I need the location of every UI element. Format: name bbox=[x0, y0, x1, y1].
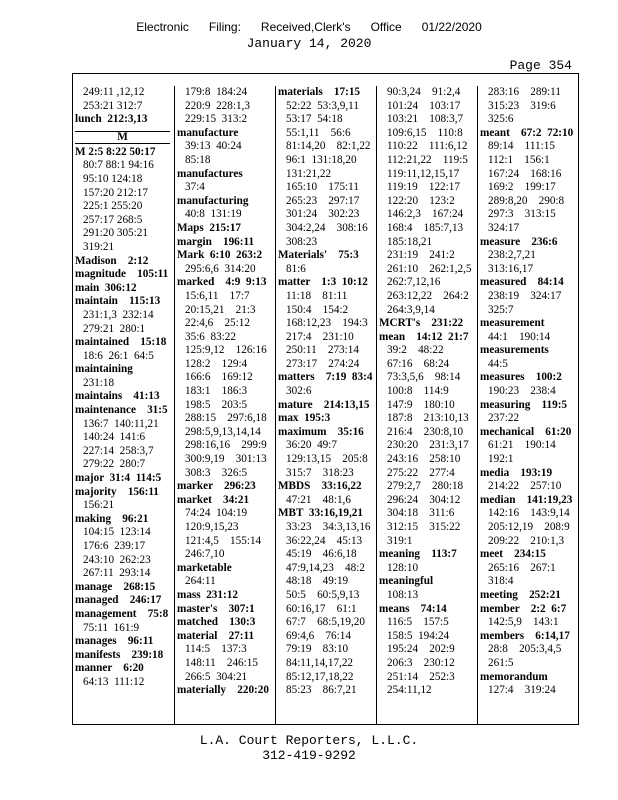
index-reference: 231:19 241:2 bbox=[387, 249, 455, 262]
index-term: measured 84:14 bbox=[480, 276, 564, 289]
index-reference: 44:1 190:14 bbox=[488, 330, 551, 343]
index-reference: 101:24 103:17 bbox=[387, 99, 461, 112]
index-reference: 108:13 bbox=[387, 588, 419, 601]
index-reference: 296:24 304:12 bbox=[387, 493, 461, 506]
index-term: mean 14:12 21:7 bbox=[379, 330, 469, 343]
index-term: meaningful bbox=[379, 575, 434, 588]
index-term: M 2:5 8:22 50:17 bbox=[75, 145, 156, 158]
index-reference: 315:23 319:6 bbox=[488, 99, 556, 112]
index-reference: 147:9 180:10 bbox=[387, 398, 455, 411]
index-reference: 80:7 88:1 94:16 bbox=[83, 159, 154, 172]
index-reference: 79:19 83:10 bbox=[286, 643, 349, 656]
index-reference: 243:16 258:10 bbox=[387, 453, 461, 466]
index-reference: 47:21 48:1,6 bbox=[286, 493, 351, 506]
index-column-1 bbox=[73, 86, 174, 724]
index-term: margin 196:11 bbox=[177, 235, 255, 248]
index-column-4 bbox=[376, 86, 477, 724]
index-reference: 297:3 313:15 bbox=[488, 208, 556, 221]
index-reference: 89:14 111:15 bbox=[488, 140, 555, 153]
index-reference: 131:21,22 bbox=[286, 167, 332, 180]
index-reference: 140:24 141:6 bbox=[83, 431, 146, 444]
index-reference: 279:22 280:7 bbox=[83, 458, 146, 471]
index-reference: 45:19 46:6,18 bbox=[286, 548, 357, 561]
index-term: marker 296:23 bbox=[177, 480, 256, 493]
index-term: mass 231:12 bbox=[177, 588, 238, 601]
footer-firm: L.A. Court Reporters, L.L.C. bbox=[199, 733, 419, 748]
index-term: maintained 15:18 bbox=[75, 336, 167, 349]
index-reference: 308:3 326:5 bbox=[185, 466, 248, 479]
index-reference: 100:8 114:9 bbox=[387, 385, 449, 398]
index-reference: 11:18 81:11 bbox=[286, 289, 348, 302]
index-term: major 31:4 114:5 bbox=[75, 472, 162, 485]
word-index-box bbox=[72, 73, 579, 725]
footer-phone: 312-419-9292 bbox=[262, 748, 356, 763]
index-term: materially 220:20 bbox=[177, 684, 269, 697]
index-reference: 74:24 104:19 bbox=[185, 507, 248, 520]
index-reference: 295:6,6 314:20 bbox=[185, 262, 256, 275]
index-term: meaning 113:7 bbox=[379, 548, 457, 561]
index-reference: 69:4,6 76:14 bbox=[286, 629, 351, 642]
index-reference: 257:17 268:5 bbox=[83, 213, 143, 226]
transcript-date: January 14, 2020 bbox=[246, 36, 372, 51]
index-term: magnitude 105:11 bbox=[75, 268, 169, 281]
index-term: measure 236:6 bbox=[480, 235, 558, 248]
index-reference: 142:16 143:9,14 bbox=[488, 507, 570, 520]
index-term: MBDS 33:16,22 bbox=[278, 480, 362, 493]
index-reference: 84:11,14,17,22 bbox=[286, 656, 354, 669]
index-term: majority 156:11 bbox=[75, 485, 159, 498]
index-reference: 112:21,22 119:5 bbox=[387, 153, 468, 166]
index-term: MBT 33:16,19,21 bbox=[278, 507, 363, 520]
index-reference: 18:6 26:1 64:5 bbox=[83, 349, 154, 362]
index-reference: 146:2,3 167:24 bbox=[387, 208, 464, 221]
index-term: members 6:14,17 bbox=[480, 629, 570, 642]
index-reference: 52:22 53:3,9,11 bbox=[286, 99, 359, 112]
index-term: material 27:11 bbox=[177, 629, 255, 642]
index-term: master's 307:1 bbox=[177, 602, 255, 615]
index-reference: 104:15 123:14 bbox=[83, 526, 151, 539]
index-reference: 85:23 86:7,21 bbox=[286, 684, 357, 697]
index-term: managed 246:17 bbox=[75, 594, 162, 607]
index-reference: 81:6 bbox=[286, 262, 306, 275]
index-reference: 129:13,15 205:8 bbox=[286, 453, 368, 466]
index-reference: 61:21 190:14 bbox=[488, 439, 556, 452]
index-reference: 85:12,17,18,22 bbox=[286, 670, 354, 683]
filing-stamp bbox=[0, 20, 618, 34]
index-reference: 263:12,22 264:2 bbox=[387, 289, 469, 302]
index-reference: 308:23 bbox=[286, 235, 318, 248]
index-reference: 231:1,3 232:14 bbox=[83, 308, 154, 321]
index-column-2 bbox=[174, 86, 275, 724]
index-reference: 302:6 bbox=[286, 385, 312, 398]
index-reference: 238:2,7,21 bbox=[488, 249, 536, 262]
index-reference: 37:4 bbox=[185, 181, 205, 194]
index-term: maintains 41:13 bbox=[75, 390, 160, 403]
index-reference: 298:5,9,13,14,14 bbox=[185, 425, 261, 438]
index-term: memorandum bbox=[480, 670, 548, 683]
index-reference: 319:21 bbox=[83, 240, 115, 253]
index-reference: 279:2,7 280:18 bbox=[387, 480, 464, 493]
index-reference: 325:7 bbox=[488, 303, 514, 316]
index-reference: 187:8 213:10,13 bbox=[387, 412, 469, 425]
index-reference: 261:10 262:1,2,5 bbox=[387, 262, 472, 275]
index-reference: 116:5 157:5 bbox=[387, 616, 449, 629]
index-reference: 95:10 124:18 bbox=[83, 172, 143, 185]
index-reference: 44:5 bbox=[488, 357, 508, 370]
index-term: measurement bbox=[480, 317, 545, 330]
index-term: Materials' 75:3 bbox=[278, 249, 359, 262]
index-reference: 301:24 302:23 bbox=[286, 208, 360, 221]
index-reference: 238:19 324:17 bbox=[488, 289, 562, 302]
index-reference: 67:16 68:24 bbox=[387, 357, 450, 370]
index-term: meet 234:15 bbox=[480, 548, 546, 561]
index-reference: 176:6 239:17 bbox=[83, 540, 146, 552]
index-reference: 36:22,24 45:13 bbox=[286, 534, 363, 547]
index-reference: 325:6 bbox=[488, 113, 514, 126]
index-term: maintain 115:13 bbox=[75, 295, 161, 308]
index-term: member 2:2 6:7 bbox=[480, 602, 567, 615]
index-column-5 bbox=[477, 86, 578, 724]
index-reference: 216:4 230:8,10 bbox=[387, 425, 464, 438]
filing-stamp-part: 01/22/2020 bbox=[421, 20, 482, 34]
index-term: manifests 239:18 bbox=[75, 648, 164, 661]
index-reference: 283:16 289:11 bbox=[488, 86, 561, 98]
index-column-3 bbox=[275, 86, 376, 724]
index-reference: 225:1 255:20 bbox=[83, 200, 143, 213]
index-reference: 168:12,23 194:3 bbox=[286, 317, 368, 330]
index-reference: 103:21 108:3,7 bbox=[387, 113, 464, 126]
index-reference: 96:1 131:18,20 bbox=[286, 153, 357, 166]
index-term: manufacture bbox=[177, 126, 239, 139]
index-reference: 119:11,12,15,17 bbox=[387, 167, 460, 180]
index-term: maximum 35:16 bbox=[278, 425, 364, 438]
index-reference: 48:18 49:19 bbox=[286, 575, 349, 588]
index-term: MCRT's 231:22 bbox=[379, 317, 464, 330]
index-term: measurements bbox=[480, 344, 549, 357]
index-term: means 74:14 bbox=[379, 602, 447, 615]
index-reference: 265:23 297:17 bbox=[286, 194, 360, 207]
index-reference: 192:1 bbox=[488, 453, 514, 466]
index-reference: 110:22 111:6,12 bbox=[387, 140, 468, 153]
index-reference: 231:18 bbox=[83, 376, 115, 389]
index-term: measures 100:2 bbox=[480, 371, 562, 384]
index-reference: 300:9,19 301:13 bbox=[185, 453, 267, 466]
index-reference: 217:4 231:10 bbox=[286, 330, 354, 343]
index-reference: 265:16 267:1 bbox=[488, 561, 556, 574]
index-reference: 64:13 111:12 bbox=[83, 675, 145, 688]
index-reference: 275:22 277:4 bbox=[387, 466, 455, 479]
index-reference: 298:16,16 299:9 bbox=[185, 439, 267, 452]
index-reference: 273:17 274:24 bbox=[286, 357, 360, 370]
index-reference: 249:11 ,12,12 bbox=[83, 86, 145, 98]
index-reference: 142:5,9 143:1 bbox=[488, 616, 559, 629]
index-term: manufacturing bbox=[177, 194, 249, 207]
index-reference: 156:21 bbox=[83, 499, 115, 512]
index-reference: 112:1 156:1 bbox=[488, 153, 550, 166]
index-reference: 168:4 185:7,13 bbox=[387, 221, 464, 234]
index-reference: 127:4 319:24 bbox=[488, 684, 556, 697]
filing-stamp-part: Electronic bbox=[136, 20, 189, 34]
index-reference: 157:20 212:17 bbox=[83, 186, 148, 199]
index-reference: 167:24 168:16 bbox=[488, 167, 562, 180]
index-term: making 96:21 bbox=[75, 512, 149, 525]
index-reference: 315:7 318:23 bbox=[286, 466, 354, 479]
index-reference: 264:11 bbox=[185, 575, 216, 588]
index-reference: 254:11,12 bbox=[387, 684, 432, 697]
index-term: Madison 2:12 bbox=[75, 254, 149, 267]
index-reference: 304:18 311:6 bbox=[387, 507, 455, 520]
index-term: marked 4:9 9:13 bbox=[177, 276, 267, 289]
index-term: Maps 215:17 bbox=[177, 221, 242, 234]
index-term: manage 268:15 bbox=[75, 580, 156, 593]
index-reference: 75:11 161:9 bbox=[83, 621, 140, 634]
index-reference: 128:10 bbox=[387, 561, 419, 574]
index-term: matter 1:3 10:12 bbox=[278, 276, 368, 289]
index-reference: 304:2,24 308:16 bbox=[286, 221, 368, 234]
index-reference: 33:23 34:3,13,16 bbox=[286, 521, 371, 533]
index-term: measuring 119:5 bbox=[480, 398, 568, 411]
index-term: marketable bbox=[177, 561, 232, 574]
index-reference: 279:21 280:1 bbox=[83, 322, 146, 335]
index-reference: 185:18,21 bbox=[387, 235, 433, 248]
index-term: matched 130:3 bbox=[177, 616, 256, 629]
index-reference: 60:16,17 61:1 bbox=[286, 602, 357, 615]
index-reference: 85:18 bbox=[185, 153, 211, 166]
index-reference: 198:5 203:5 bbox=[185, 398, 248, 411]
index-reference: 121:4,5 155:14 bbox=[185, 534, 262, 547]
index-reference: 166:6 169:12 bbox=[185, 371, 253, 384]
index-reference: 148:11 246:15 bbox=[185, 656, 258, 669]
index-reference: 35:6 83:22 bbox=[185, 330, 236, 343]
index-reference: 264:3,9,14 bbox=[387, 303, 435, 316]
index-reference: 20:15,21 21:3 bbox=[185, 303, 256, 316]
index-reference: 289:8,20 290:8 bbox=[488, 194, 565, 207]
index-reference: 81:14,20 82:1,22 bbox=[286, 140, 371, 153]
index-term: meeting 252:21 bbox=[480, 588, 561, 601]
index-reference: 267:11 293:14 bbox=[83, 567, 151, 580]
index-term: max 195:3 bbox=[278, 412, 331, 425]
index-reference: 209:22 210:1,3 bbox=[488, 534, 565, 547]
filing-stamp-part: Received,Clerk's bbox=[260, 20, 351, 34]
index-reference: 55:1,11 56:6 bbox=[286, 126, 351, 139]
index-term: manufactures bbox=[177, 167, 243, 180]
index-reference: 246:7,10 bbox=[185, 548, 225, 561]
index-term: mechanical 61:20 bbox=[480, 425, 572, 438]
index-reference: 125:9,12 126:16 bbox=[185, 344, 267, 357]
index-reference: 313:16,17 bbox=[488, 262, 534, 275]
index-reference: 250:11 273:14 bbox=[286, 344, 359, 357]
index-reference: 122:20 123:2 bbox=[387, 194, 455, 207]
filing-stamp-part: Filing: bbox=[208, 20, 241, 34]
index-reference: 227:14 258:3,7 bbox=[83, 444, 154, 457]
index-term: manages 96:11 bbox=[75, 635, 154, 648]
index-reference: 288:15 297:6,18 bbox=[185, 412, 267, 425]
filing-stamp-part: Office bbox=[370, 20, 402, 34]
index-reference: 179:8 184:24 bbox=[185, 86, 248, 98]
index-reference: 53:17 54:18 bbox=[286, 113, 343, 126]
index-reference: 50:5 60:5,9,13 bbox=[286, 588, 360, 601]
index-reference: 266:5 304:21 bbox=[185, 670, 248, 683]
index-reference: 114:5 137:3 bbox=[185, 643, 247, 656]
index-reference: 324:17 bbox=[488, 221, 520, 234]
index-reference: 195:24 202:9 bbox=[387, 643, 455, 656]
index-reference: 120:9,15,23 bbox=[185, 521, 239, 533]
index-reference: 128:2 129:4 bbox=[185, 357, 248, 370]
index-reference: 291:20 305:21 bbox=[83, 227, 148, 240]
index-reference: 39:13 40:24 bbox=[185, 140, 242, 153]
index-reference: 237:22 bbox=[488, 412, 520, 425]
index-term: main 306:12 bbox=[75, 281, 137, 294]
index-reference: 262:7,12,16 bbox=[387, 276, 441, 289]
index-reference: 67:7 68:5,19,20 bbox=[286, 616, 365, 629]
index-reference: 36:20 49:7 bbox=[286, 439, 337, 452]
index-reference: 109:6,15 110:8 bbox=[387, 126, 463, 139]
section-letter: M bbox=[75, 131, 170, 144]
index-term: maintaining bbox=[75, 363, 133, 376]
index-reference: 318:4 bbox=[488, 575, 514, 588]
index-reference: 40:8 131:19 bbox=[185, 208, 242, 221]
index-reference: 28:8 205:3,4,5 bbox=[488, 643, 562, 656]
index-reference: 169:2 199:17 bbox=[488, 181, 556, 194]
index-term: market 34:21 bbox=[177, 493, 250, 506]
index-reference: 90:3,24 91:2,4 bbox=[387, 86, 461, 98]
index-reference: 230:20 231:3,17 bbox=[387, 439, 469, 452]
index-term: lunch 212:3,13 bbox=[75, 113, 148, 126]
index-reference: 312:15 315:22 bbox=[387, 521, 461, 533]
index-reference: 261:5 bbox=[488, 656, 514, 669]
page-number: Page 354 bbox=[509, 58, 572, 73]
index-term: matters 7:19 83:4 bbox=[278, 371, 373, 384]
index-reference: 22:4,6 25:12 bbox=[185, 317, 250, 330]
index-term: median 141:19,23 bbox=[480, 493, 573, 506]
index-reference: 243:10 262:23 bbox=[83, 553, 151, 566]
index-term: meant 67:2 72:10 bbox=[480, 126, 574, 139]
index-reference: 150:4 154:2 bbox=[286, 303, 349, 316]
index-reference: 205:12,19 208:9 bbox=[488, 521, 570, 533]
index-reference: 253:21 312:7 bbox=[83, 99, 143, 112]
index-term: maintenance 31:5 bbox=[75, 404, 168, 417]
index-reference: 47:9,14,23 48:2 bbox=[286, 561, 365, 574]
index-term: materials 17:15 bbox=[278, 86, 361, 98]
index-term: management 75:8 bbox=[75, 607, 169, 620]
index-reference: 119:19 122:17 bbox=[387, 181, 460, 194]
index-reference: 214:22 257:10 bbox=[488, 480, 562, 493]
index-reference: 206:3 230:12 bbox=[387, 656, 455, 669]
index-term: manner 6:20 bbox=[75, 662, 144, 675]
index-reference: 229:15 313:2 bbox=[185, 113, 248, 126]
index-reference: 136:7 140:11,21 bbox=[83, 417, 159, 430]
index-reference: 319:1 bbox=[387, 534, 413, 547]
index-reference: 251:14 252:3 bbox=[387, 670, 455, 683]
index-reference: 73:3,5,6 98:14 bbox=[387, 371, 461, 384]
index-term: Mark 6:10 263:2 bbox=[177, 249, 263, 262]
index-reference: 220:9 228:1,3 bbox=[185, 99, 250, 112]
index-term: media 193:19 bbox=[480, 466, 553, 479]
index-reference: 15:6,11 17:7 bbox=[185, 289, 250, 302]
index-reference: 183:1 186:3 bbox=[185, 385, 248, 398]
index-reference: 39:2 48:22 bbox=[387, 344, 444, 357]
index-reference: 165:10 175:11 bbox=[286, 181, 359, 194]
index-reference: 158:5 194:24 bbox=[387, 629, 450, 642]
index-term: mature 214:13,15 bbox=[278, 398, 370, 411]
index-reference: 190:23 238:4 bbox=[488, 385, 556, 398]
